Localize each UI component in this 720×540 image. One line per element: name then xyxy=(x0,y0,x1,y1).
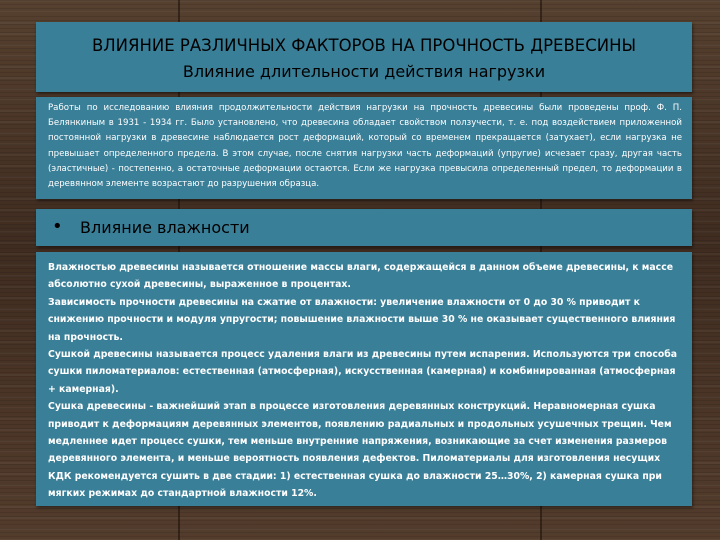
humidity-paragraph-process: Сушка древесины - важнейший этап в процессе изготовления деревянных конструкций. Неравномерная сушка приводит к деформациям деревянных элементов, появлению радиальных и продольных усушечных трещин. Чем медленнее идет процесс сушки, тем меньше внутренние напряжения, возникающие за счет изменения размеров деревянного элемента, и меньше вероятность появления дефектов. Пиломатериалы для изготовления несущих КДК рекомендуется сушить в две стадии: 1) естественная сушка до влажности 25…30%, 2) камерная сушка при мягких режимах до стандартной влажности 12%. xyxy=(48,401,672,500)
humidity-paragraph-drying: Сушкой древесины называется процесс удаления влаги из древесины путем испарения. Используются три способа сушки пиломатериалов: естественная (атмосферная), искусственная (камерная) и комбинированная (атмосферная + камерная). xyxy=(48,349,678,395)
humidity-heading: Влияние влажности xyxy=(80,218,250,237)
load-duration-text: Работы по исследованию влияния продолжительности действия нагрузки на прочность древесины были проведены проф. Ф. П. Белянкиным в 1931 - 1934 гг. Было установлено, что древесина обладает свойством ползучести, т. е. под воздействием приложенной постоянной нагрузки в древесине наблюдается рост деформаций, который со временем прекращается (затухает), если нагрузка не превышает определенного предела. В этом случае, после снятия нагрузки часть деформаций (упругие) исчезает сразу, другая часть (эластичные) - постепенно, а остаточные деформации остаются. Если же нагрузка превысила определенный предел, то деформации в деревянном элементе возрастают до разрушения образца. xyxy=(48,103,682,190)
humidity-panel xyxy=(36,252,692,506)
humidity-paragraph-definition: Влажностью древесины называется отношение массы влаги, содержащейся в данном объеме древесины, к массе абсолютно сухой древесины, выраженное в процентах. xyxy=(48,262,674,291)
title-panel xyxy=(36,22,692,92)
humidity-paragraph-strength: Зависимость прочности древесины на сжатие от влажности: увеличение влажности от 0 до 30 % приводит к снижению прочности и модуля упругости; повышение влажности выше 30 % не оказывает существенного влияния на прочность. xyxy=(48,296,676,343)
load-duration-panel xyxy=(36,97,692,199)
slide-subtitle: Влияние длительности действия нагрузки xyxy=(182,62,546,81)
slide-title: ВЛИЯНИЕ РАЗЛИЧНЫХ ФАКТОРОВ НА ПРОЧНОСТЬ ДРЕВЕСИНЫ xyxy=(91,36,637,55)
bullet-icon: • xyxy=(52,216,63,237)
humidity-heading-panel xyxy=(36,209,692,246)
